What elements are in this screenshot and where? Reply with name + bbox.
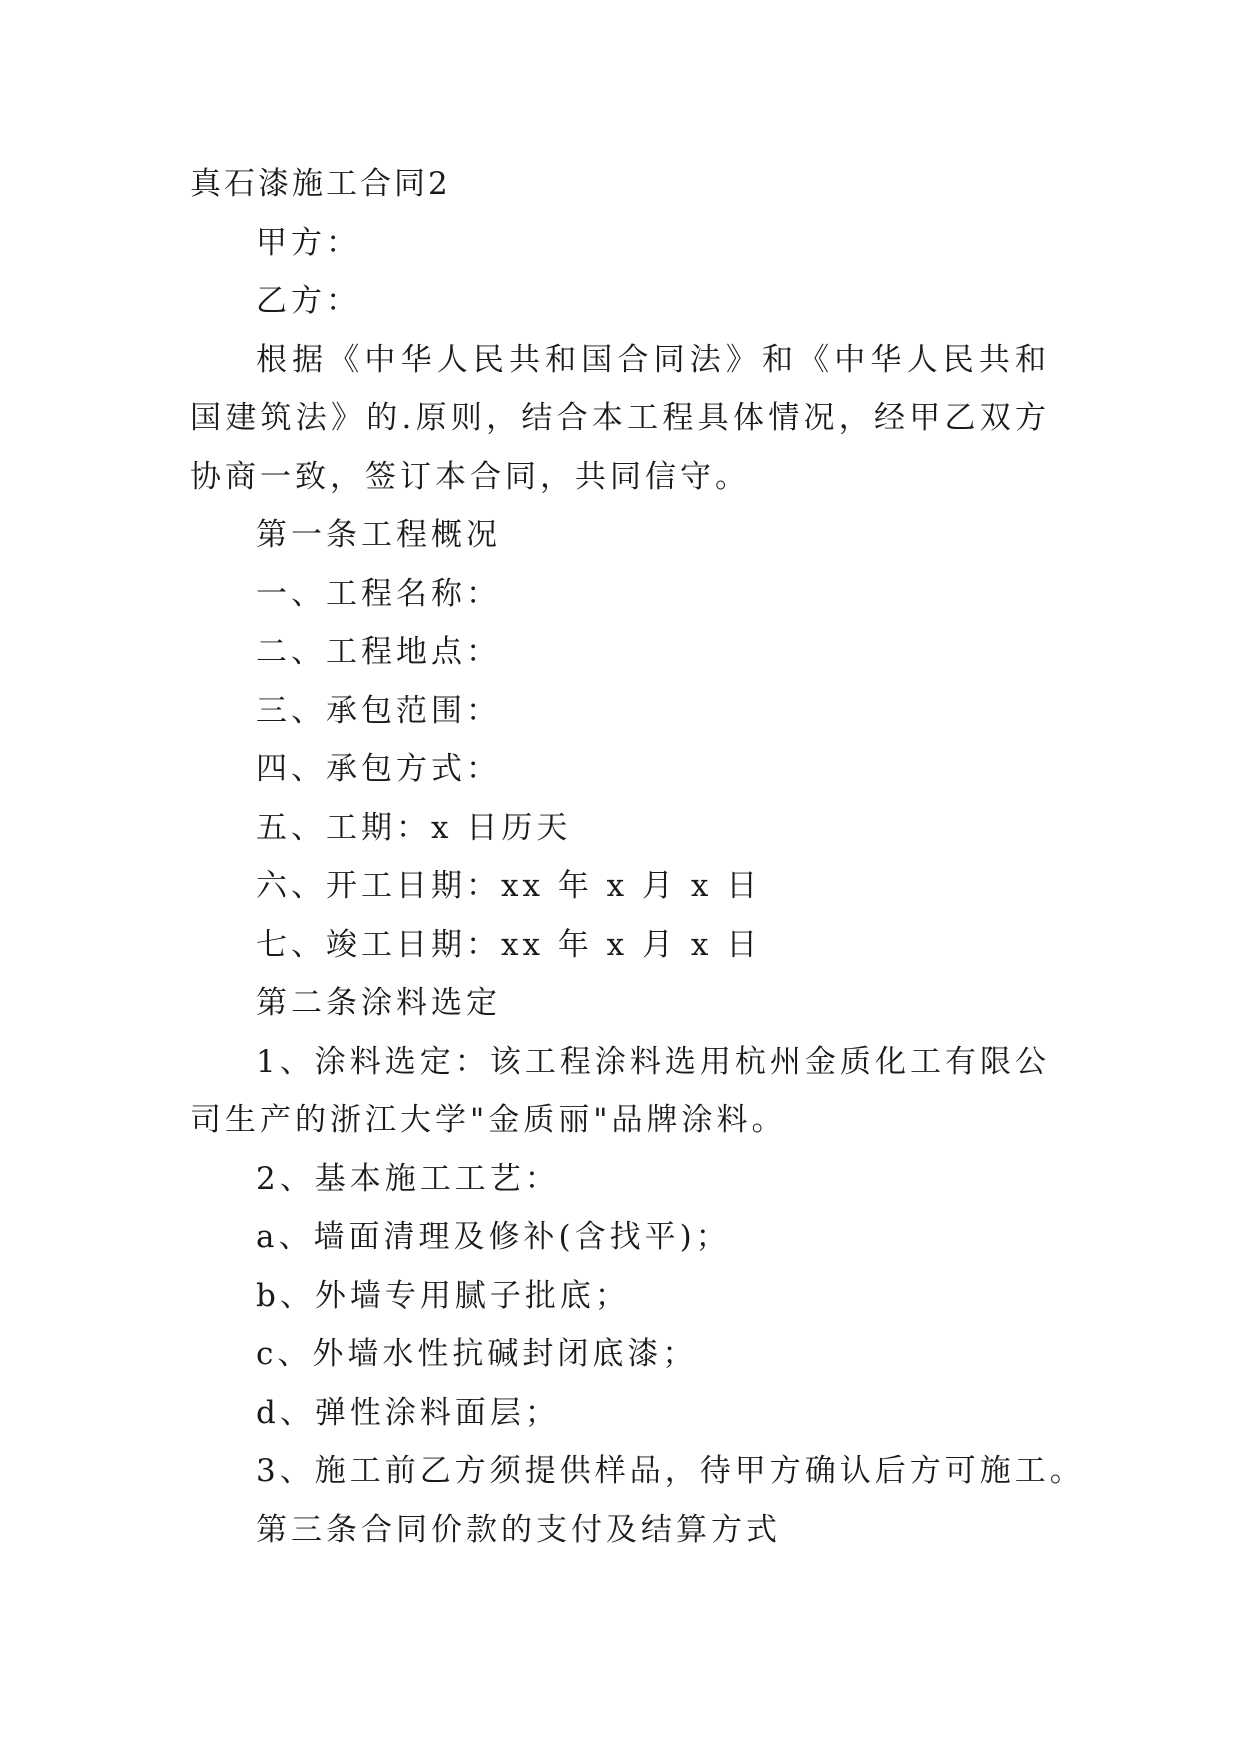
article-1-item-name: 一、工程名称： [256,575,501,612]
process-step-d: d、弹性涂料面层； [256,1394,560,1431]
process-step-c: c、外墙水性抗碱封闭底漆； [256,1336,698,1372]
article-1-item-scope: 三、承包范围： [256,692,501,729]
party-b-field: 乙方： [256,283,361,319]
article-2-item-1: 1、涂料选定：该工程涂料选用杭州金质化工有限公司生产的浙江大学"金质丽"品牌涂料。 [190,1043,1050,1138]
article-2-item-3: 3、施工前乙方须提供样品，待甲方确认后方可施工。 [256,1453,1085,1489]
intro-paragraph: 根据《中华人民共和国合同法》和《中华人民共和国建筑法》的.原则，结合本工程具体情况，经甲乙双方协商一致，签订本合同，共同信守。 [190,341,1050,495]
article-1-item-start-date: 六、开工日期：xx 年 x 月 x 日 [256,868,762,904]
article-1-heading: 第一条工程概况 [256,517,501,553]
contract-body [190,155,1085,1559]
document-title: 真石漆施工合同2 [190,166,451,202]
article-1-item-location: 二、工程地点： [256,634,501,670]
process-step-a: a、墙面清理及修补(含找平)； [256,1219,731,1255]
article-1-item-duration: 五、工期：x 日历天 [256,809,572,846]
article-3-heading: 第三条合同价款的支付及结算方式 [256,1511,781,1548]
article-1-item-method: 四、承包方式： [256,751,501,787]
process-step-b: b、外墙专用腻子批底； [256,1277,630,1314]
article-2-item-2: 2、基本施工工艺： [256,1160,560,1197]
party-a-field: 甲方： [256,224,361,261]
article-1-item-end-date: 七、竣工日期：xx 年 x 月 x 日 [256,926,762,963]
article-2-heading: 第二条涂料选定 [256,985,501,1021]
